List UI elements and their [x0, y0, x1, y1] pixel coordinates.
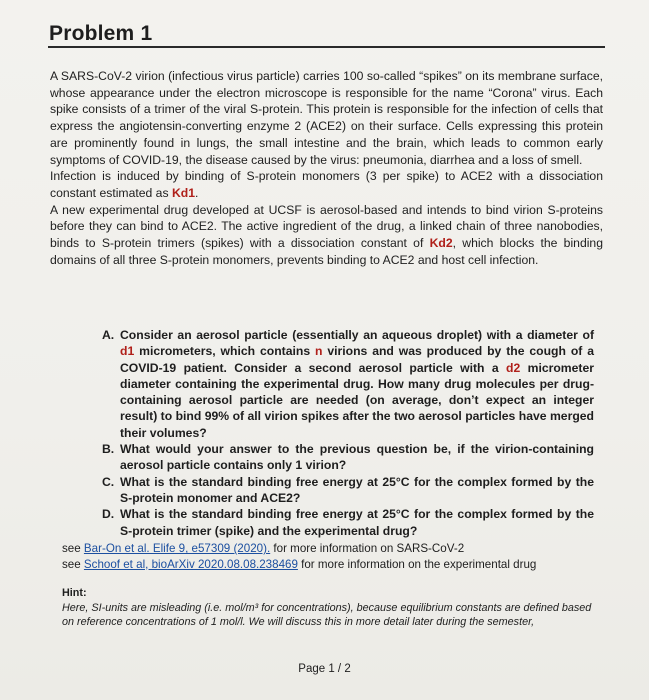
question-b-text: What would your answer to the previous question be, if the virion-containing aerosol particle contains only 1 virion? [120, 442, 594, 473]
kd1-symbol: Kd1 [171, 185, 195, 200]
question-list [80, 327, 594, 539]
d1-symbol: d1 [120, 344, 135, 359]
question-a-text: Consider an aerosol particle (essentially an aqueous droplet) with a diameter of [120, 328, 594, 342]
question-letter: D. [102, 507, 115, 522]
reference-link-elife[interactable]: Bar-On et al. Elife 9, e57309 (2020). [83, 542, 271, 555]
reference-prefix: see [62, 557, 84, 571]
d2-symbol: d2 [506, 360, 521, 375]
title-underline [48, 46, 605, 48]
question-letter: C. [102, 474, 115, 489]
question-a [80, 327, 594, 441]
hint-label: Hint: [62, 587, 87, 599]
intro-p2-end: . [194, 185, 199, 200]
reference-suffix: for more information on the experimental drug [297, 557, 537, 571]
references [62, 541, 602, 572]
question-c-text: What is the standard binding free energy at 25°C for the complex formed by the S-protein monomer and ACE2? [120, 474, 594, 505]
intro-paragraph-1: A SARS-CoV-2 virion (infectious virus particle) carries 100 so-called “spikes” on its membrane surface, whose appearance under the electron microscope is responsible for the name “Corona” virus. Each spike consists of a trimer of the viral S-protein. This protein is responsible for the infection of cells that express the angiotensin-converting enzyme 2 (ACE2) on their surface. Cells expressing this protein are prominently found in lungs, the small intestine and the brain, which leads to common early symptoms of COVID-19, the disease caused by the virus: pneumonia, diarrhea and a loss of smell. [50, 69, 603, 167]
reference-line-2 [62, 557, 602, 573]
question-a-text: micrometers, which contains [134, 344, 315, 359]
question-a-text: micrometer diameter containing the experimental drug. How many drug molecules per drug-containing aerosol particle are needed (on average, don’t expect an integer result) to bind 99% of all virion spikes after the two aerosol particles have merged their volumes? [120, 360, 594, 440]
n-symbol: n [315, 344, 323, 359]
question-letter: B. [102, 442, 115, 457]
question-d [80, 506, 594, 539]
intro-text [50, 68, 603, 268]
hint-box [62, 586, 602, 630]
reference-line-1 [62, 541, 602, 557]
question-d-text: What is the standard binding free energy at 25°C for the complex formed by the S-protein trimer (spike) and the experimental drug? [120, 507, 594, 538]
question-b [80, 441, 594, 474]
hint-text: Here, SI-units are misleading (i.e. mol/m³ for concentrations), because equilibrium constants are defined based on reference concentrations of 1 mol/l. We will discuss this in more detail later during the semester, [62, 601, 592, 629]
question-c [80, 474, 594, 507]
problem-title: Problem 1 [49, 22, 153, 45]
question-letter: A. [102, 328, 115, 342]
intro-p2-text: Infection is induced by binding of S-protein monomers (3 per spike) to ACE2 with a dissociation constant estimated as [50, 169, 603, 200]
question-a-text: virions and was produced by the cough of a COVID-19 patient. Consider a second aerosol particle with a [120, 344, 594, 375]
reference-prefix: see [62, 542, 84, 555]
kd2-symbol: Kd2 [429, 236, 453, 251]
page-number: Page 1 / 2 [298, 663, 351, 675]
reference-suffix: for more information on SARS-CoV-2 [270, 542, 465, 555]
intro-paragraph-3 [50, 202, 603, 269]
intro-p3-text: A new experimental drug developed at UCSF is aerosol-based and intends to bind virion S-proteins before they can bind to ACE2. The active ingredient of the drug, a linked chain of three nanobodies, binds to S-protein trimers (spikes) with a dissociation constant of [50, 202, 603, 251]
intro-p3-end: , which blocks the binding domains of all three S-protein monomers, prevents binding to ACE2 and host cell infection. [50, 236, 603, 267]
intro-paragraph-2 [50, 168, 603, 201]
reference-link-biorxiv[interactable]: Schoof et al, bioArXiv 2020.08.08.238469 [83, 557, 298, 571]
